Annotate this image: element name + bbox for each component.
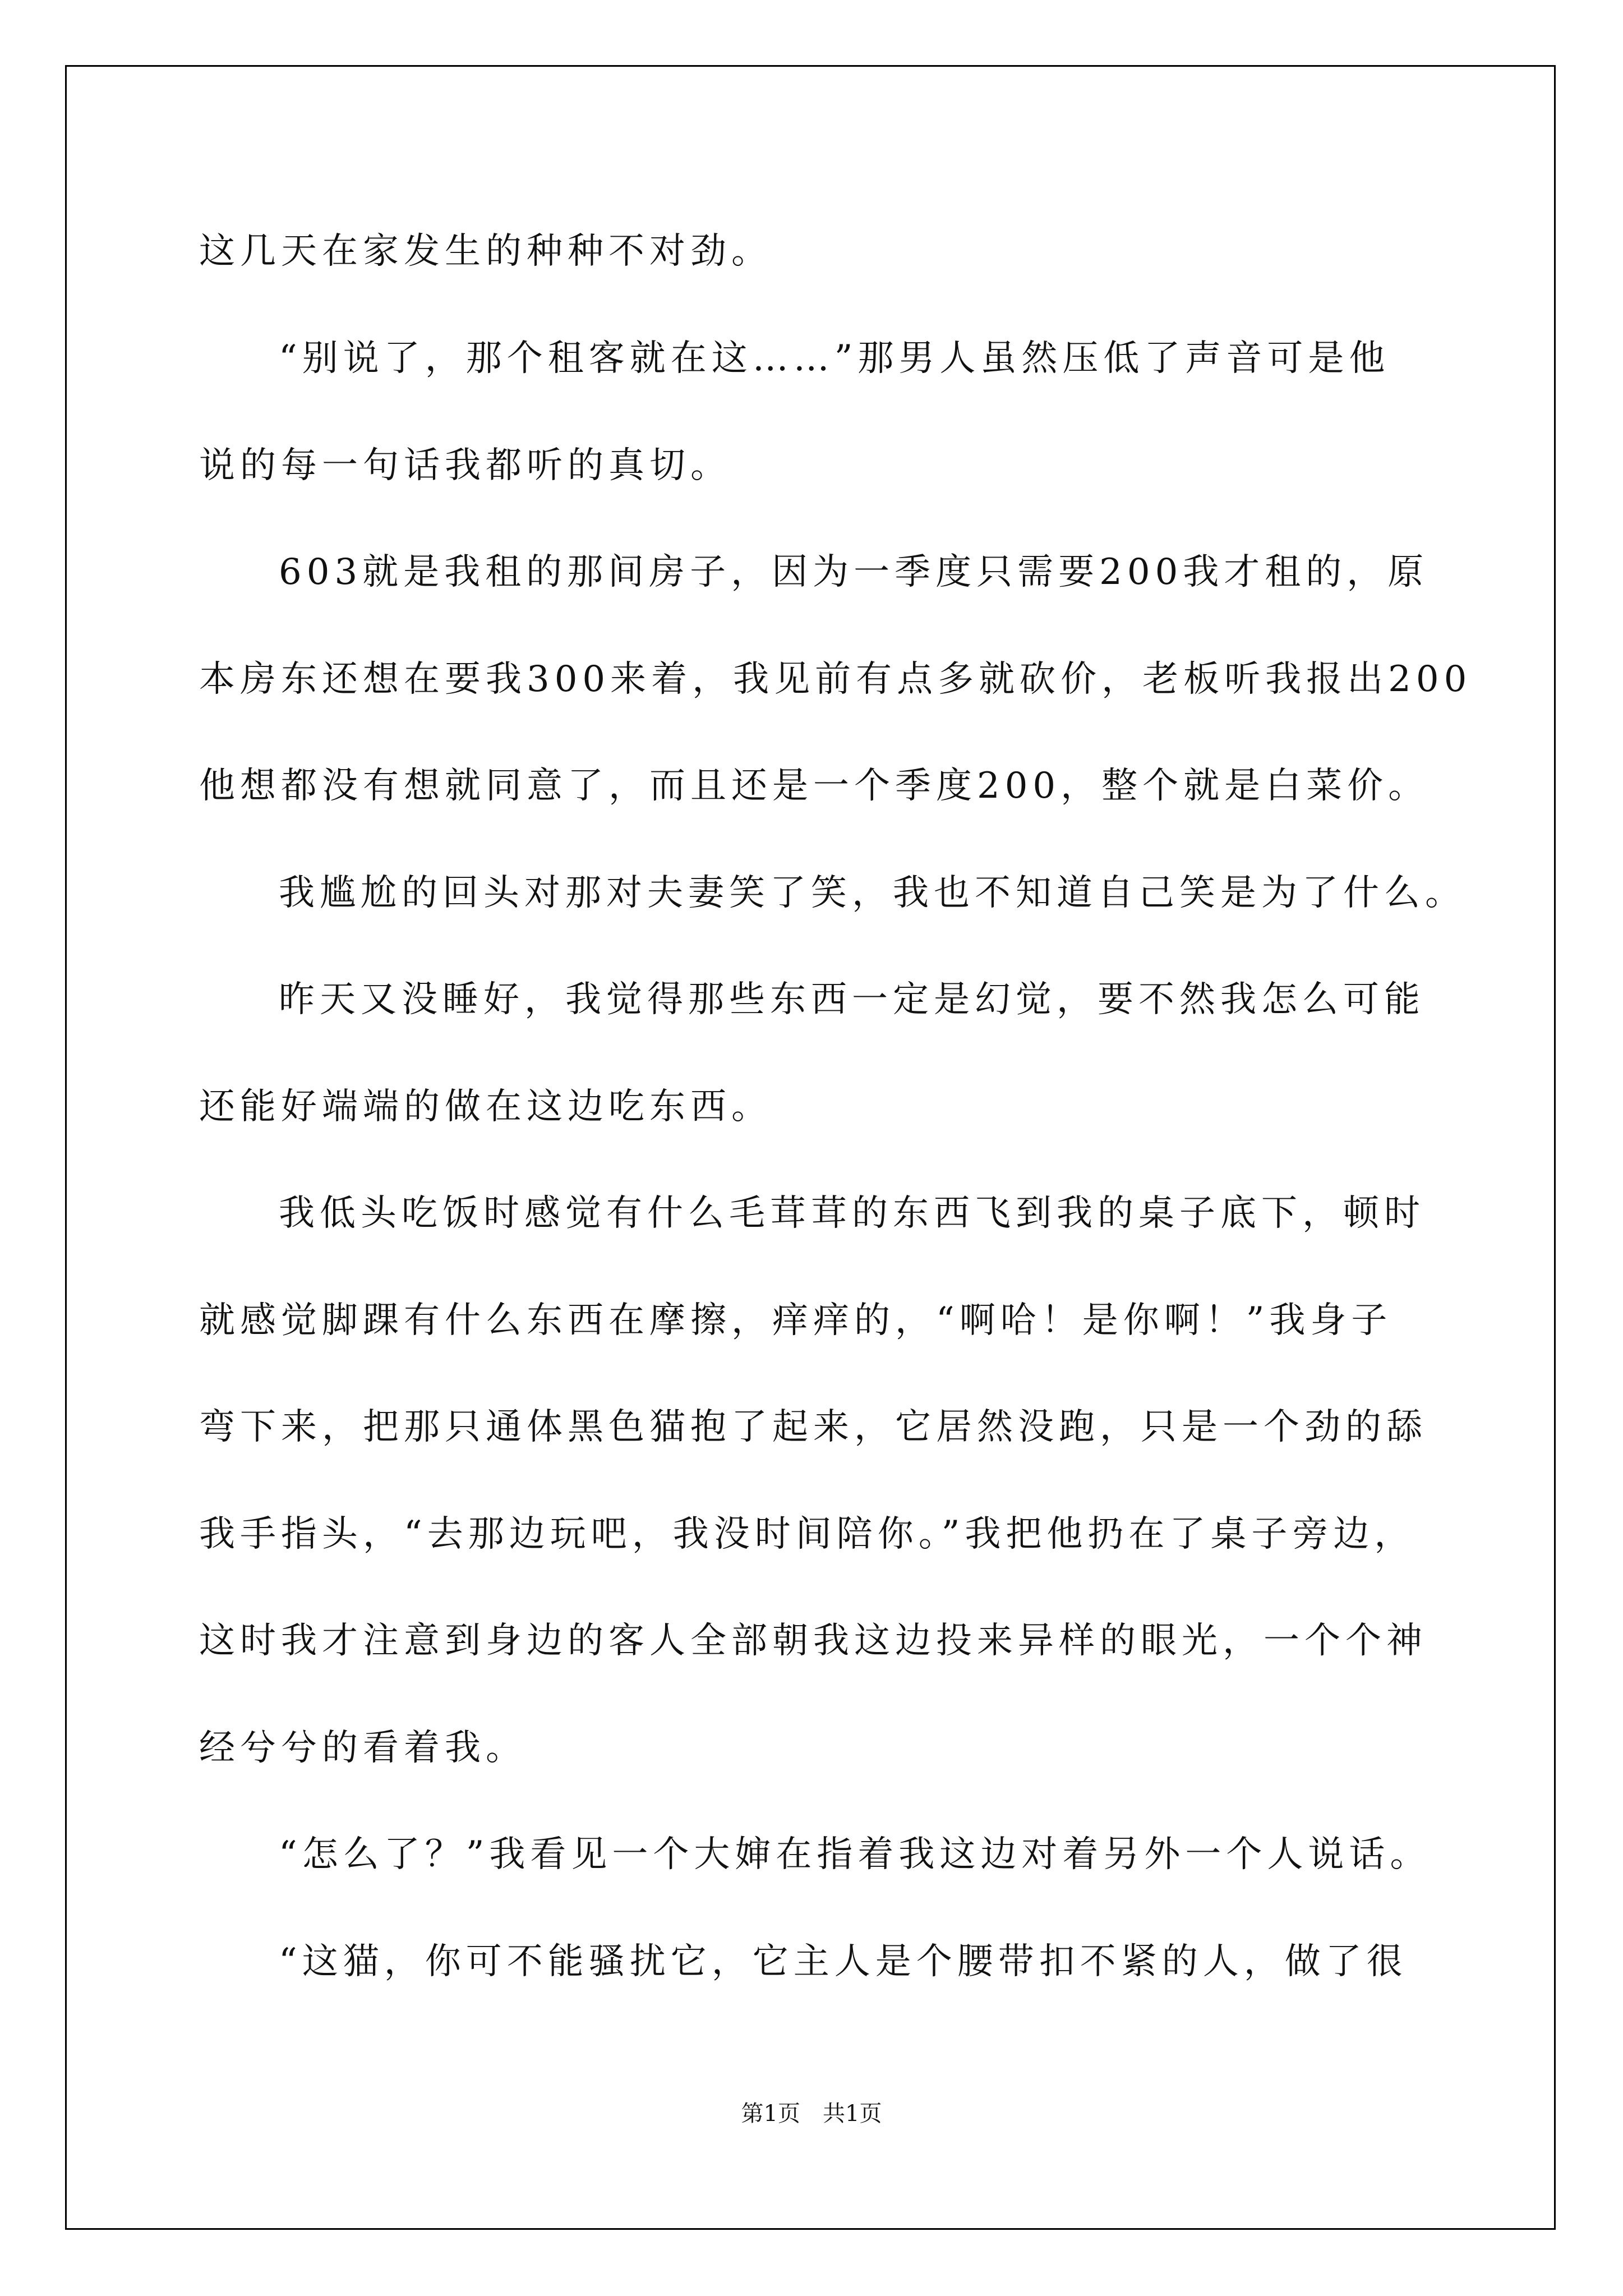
page-number-footer: 第1页 共1页	[741, 2101, 882, 2127]
text-line: “这猫，你可不能骚扰它，它主人是个腰带扣不紧的人，做了很	[279, 1941, 1408, 1982]
text-line: 这时我才注意到身边的客人全部朝我这边投来异样的眼光，一个个神	[199, 1620, 1427, 1662]
text-line: 弯下来，把那只通体黑色猫抱了起来，它居然没跑，只是一个劲的舔	[199, 1406, 1427, 1448]
text-line: “怎么了？”我看见一个大婶在指着我这边对着另外一个人说话。	[279, 1834, 1431, 1875]
text-line: 这几天在家发生的种种不对劲。	[199, 231, 772, 272]
text-line: 昨天又没睡好，我觉得那些东西一定是幻觉，要不然我怎么可能	[279, 979, 1425, 1020]
page-border	[65, 65, 1556, 2230]
text-line: 603就是我租的那间房子，因为一季度只需要200我才租的，原	[279, 551, 1429, 593]
text-line: 我低头吃饭时感觉有什么毛茸茸的东西飞到我的桌子底下，顿时	[279, 1193, 1425, 1234]
text-line: 本房东还想在要我300来着，我见前有点多就砍价，老板听我报出200	[199, 659, 1472, 700]
text-line: 说的每一句话我都听的真切。	[199, 445, 731, 486]
text-line: 就感觉脚踝有什么东西在摩擦，痒痒的，“啊哈！是你啊！”我身子	[199, 1300, 1393, 1341]
text-line: 经兮兮的看着我。	[199, 1727, 527, 1769]
text-line: 还能好端端的做在这边吃东西。	[199, 1086, 772, 1128]
text-line: “别说了，那个租客就在这……”那男人虽然压低了声音可是他	[279, 338, 1390, 379]
text-line: 他想都没有想就同意了，而且还是一个季度200，整个就是白菜价。	[199, 765, 1430, 807]
text-line: 我尴尬的回头对那对夫妻笑了笑，我也不知道自己笑是为了什么。	[279, 872, 1466, 914]
text-line: 我手指头，“去那边玩吧，我没时间陪你。”我把他扔在了桌子旁边，	[199, 1513, 1415, 1555]
